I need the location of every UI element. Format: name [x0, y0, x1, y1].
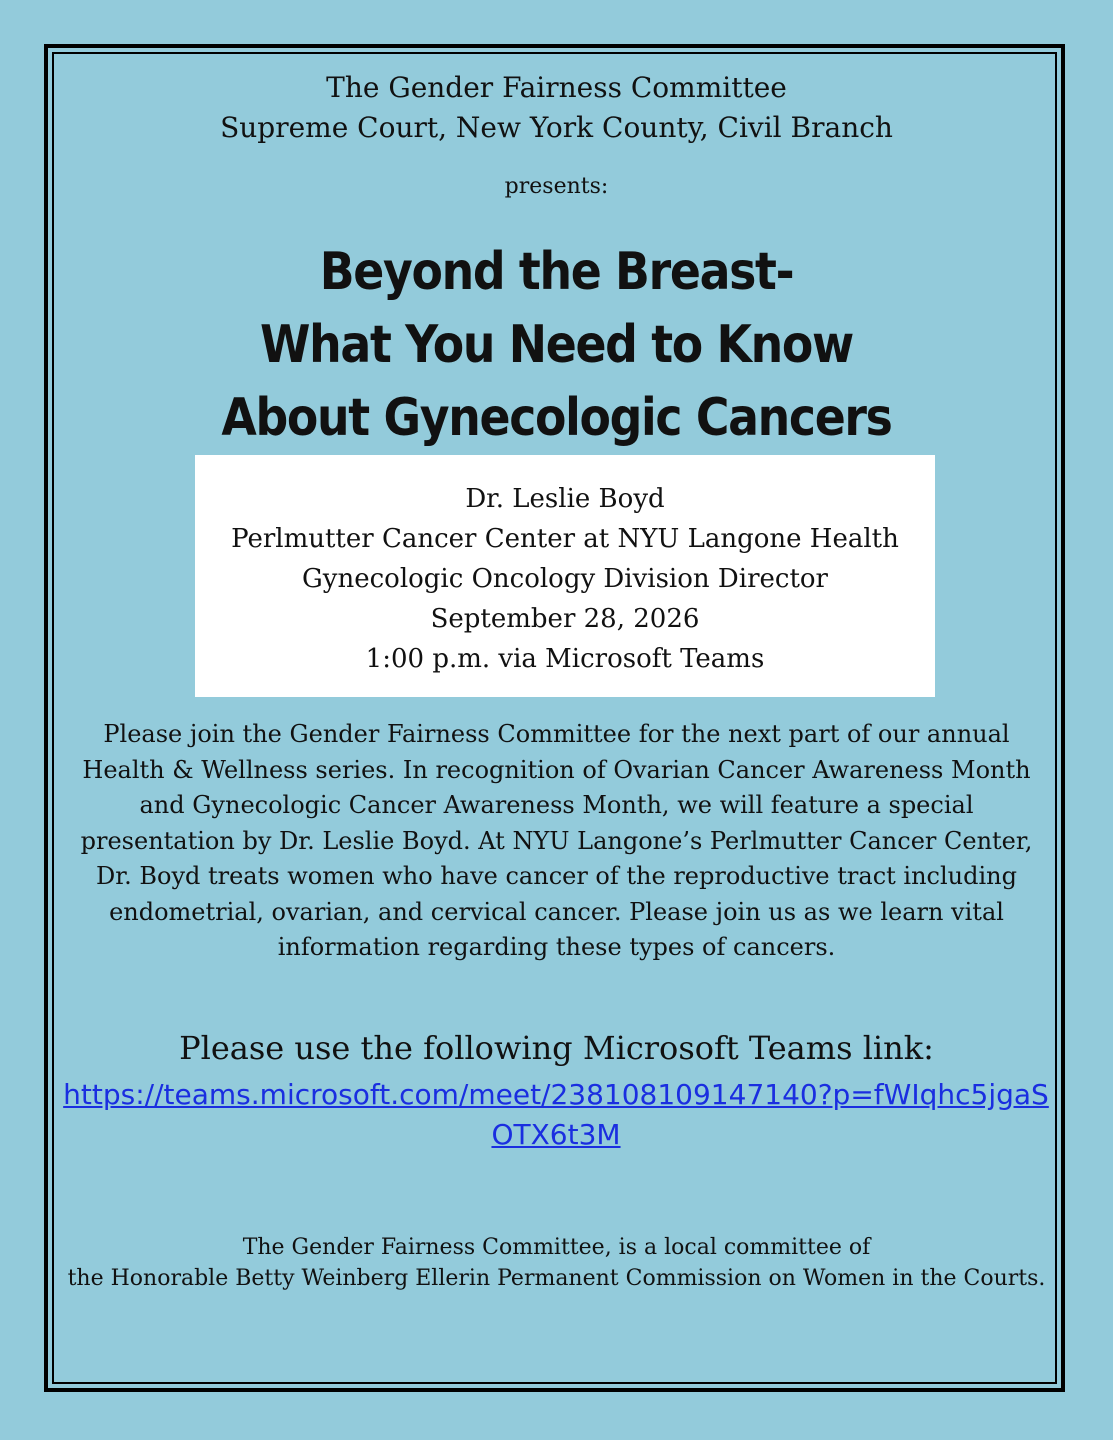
event-description: Please join the Gender Fairness Committee for the next part of our annual Health & Wellness series. In recognition of Ovarian Cancer Awareness Month and Gynecologic Cancer Awareness Month, we will feature a special presentation by Dr. Leslie Boyd. At NYU Langone’s Perlmutter Cancer Center, Dr. Boyd treats women who have cancer of the reproductive tract including endometrial, ovarian, and cervical cancer. Please join us as we learn vital information regarding these types of cancers.: [80, 720, 1033, 961]
event-date: September 28, 2026: [430, 604, 700, 634]
footer-line-1: The Gender Fairness Committee, is a local committee of: [242, 1235, 871, 1260]
presents-label: presents:: [504, 174, 609, 199]
teams-link-label: Please use the following Microsoft Teams link:: [179, 1029, 934, 1067]
footer-note: [0, 1232, 1113, 1294]
organizer-court: Supreme Court, New York County, Civil Branch: [220, 111, 893, 144]
title-line-1: Beyond the Breast-: [319, 242, 794, 302]
title-line-2: What You Need to Know: [260, 315, 853, 375]
speaker-role: Gynecologic Oncology Division Director: [302, 564, 828, 594]
speaker-info-box: [195, 455, 935, 697]
organizer-block: [0, 68, 1113, 148]
event-time: 1:00 p.m. via Microsoft Teams: [365, 644, 765, 674]
organizer-name: The Gender Fairness Committee: [326, 71, 787, 104]
title-line-3: About Gynecologic Cancers: [221, 388, 892, 448]
teams-meeting-link[interactable]: https://teams.microsoft.com/meet/238108109147140?p=fWIqhc5jgaSOTX6t3M: [63, 1078, 1049, 1151]
speaker-name: Dr. Leslie Boyd: [465, 484, 665, 514]
footer-line-2: the Honorable Betty Weinberg Ellerin Permanent Commission on Women in the Courts.: [67, 1266, 1046, 1291]
speaker-affiliation: Perlmutter Cancer Center at NYU Langone Health: [231, 524, 899, 554]
event-title: [67, 236, 1046, 455]
